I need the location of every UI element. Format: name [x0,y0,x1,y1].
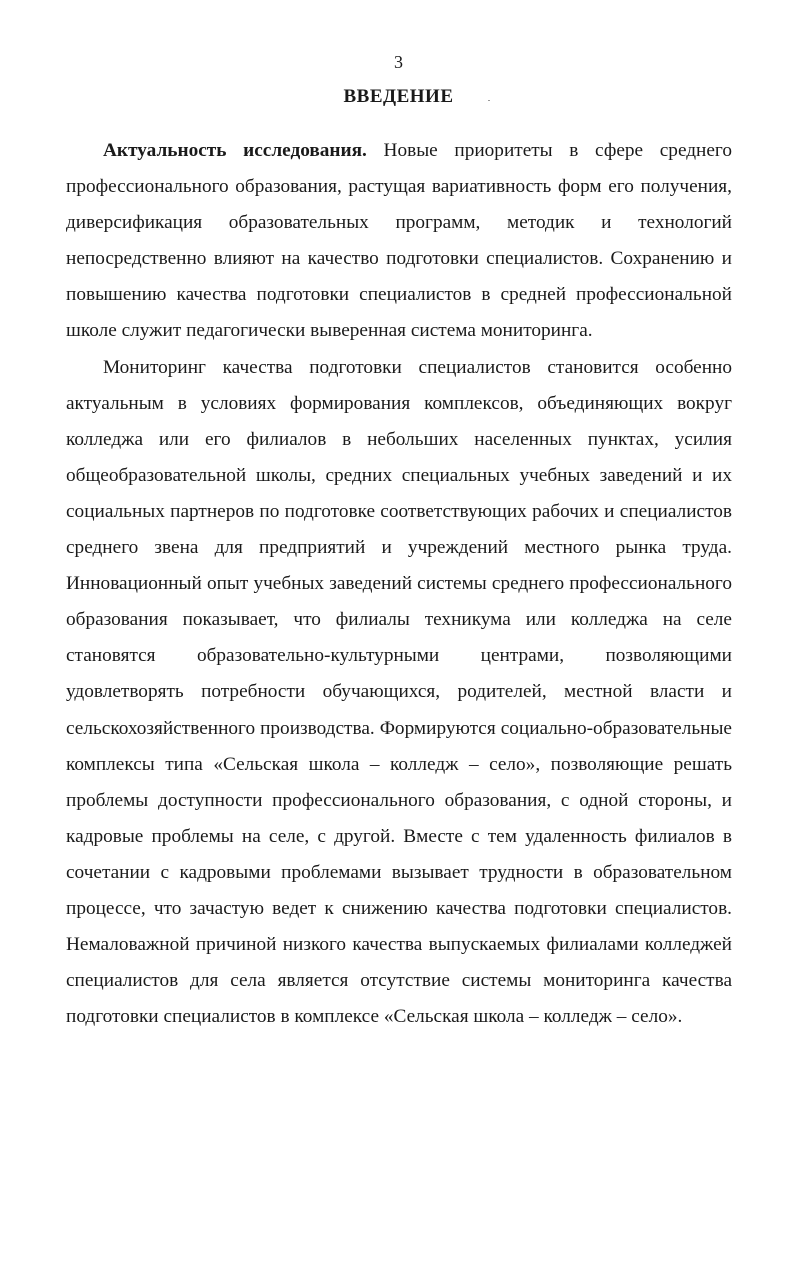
page-number: 3 [394,52,403,72]
paragraph-relevance [66,133,732,350]
body-text [66,133,732,1035]
paragraph-text: Новые приоритеты в сфере среднего профессионального образования, растущая вариативность форм его получения, диверсификация образовательных программ, методик и технологий непосредственно влияют на качество подготовки специалистов. Сохранению и повышению качества подготовки специалистов в средней профессиональной школе служит педагогически выверенная система мониторинга. [66,140,732,342]
page-title: ВВЕДЕНИЕ [343,86,454,107]
paragraph-lead: Актуальность исследования. [103,140,367,161]
scan-speck [488,100,490,101]
paragraph-monitoring: Мониторинг качества подготовки специалистов становится особенно актуальным в условиях формирования комплексов, объединяющих вокруг колледжа или его филиалов в небольших населенных пунктах, усилия общеобразовательной школы, средних специальных учебных заведений и их социальных партнеров по подготовке соответствующих рабочих и специалистов среднего звена для предприятий и учреждений местного рынка труда. Инновационный опыт учебных заведений системы среднего профессионального образования показывает, что филиалы техникума или колледжа на селе становятся образовательно-культурными центрами, позволяющими удовлетворять потребности обучающихся, родителей, местной власти и сельскохозяйственного производства. Формируются социально-образовательные комплексы типа «Сельская школа – колледж – село», позволяющие решать проблемы доступности профессионального образования, с одной стороны, и кадровые проблемы на селе, с другой. Вместе с тем удаленность филиалов в сочетании с кадровыми проблемами вызывает трудности в образовательном процессе, что зачастую ведет к снижению качества подготовки специалистов. Немаловажной причиной низкого качества выпускаемых филиалами колледжей специалистов для села является отсутствие системы мониторинга качества подготовки специалистов в комплексе «Сельская школа – колледж – село». [66,356,732,1028]
